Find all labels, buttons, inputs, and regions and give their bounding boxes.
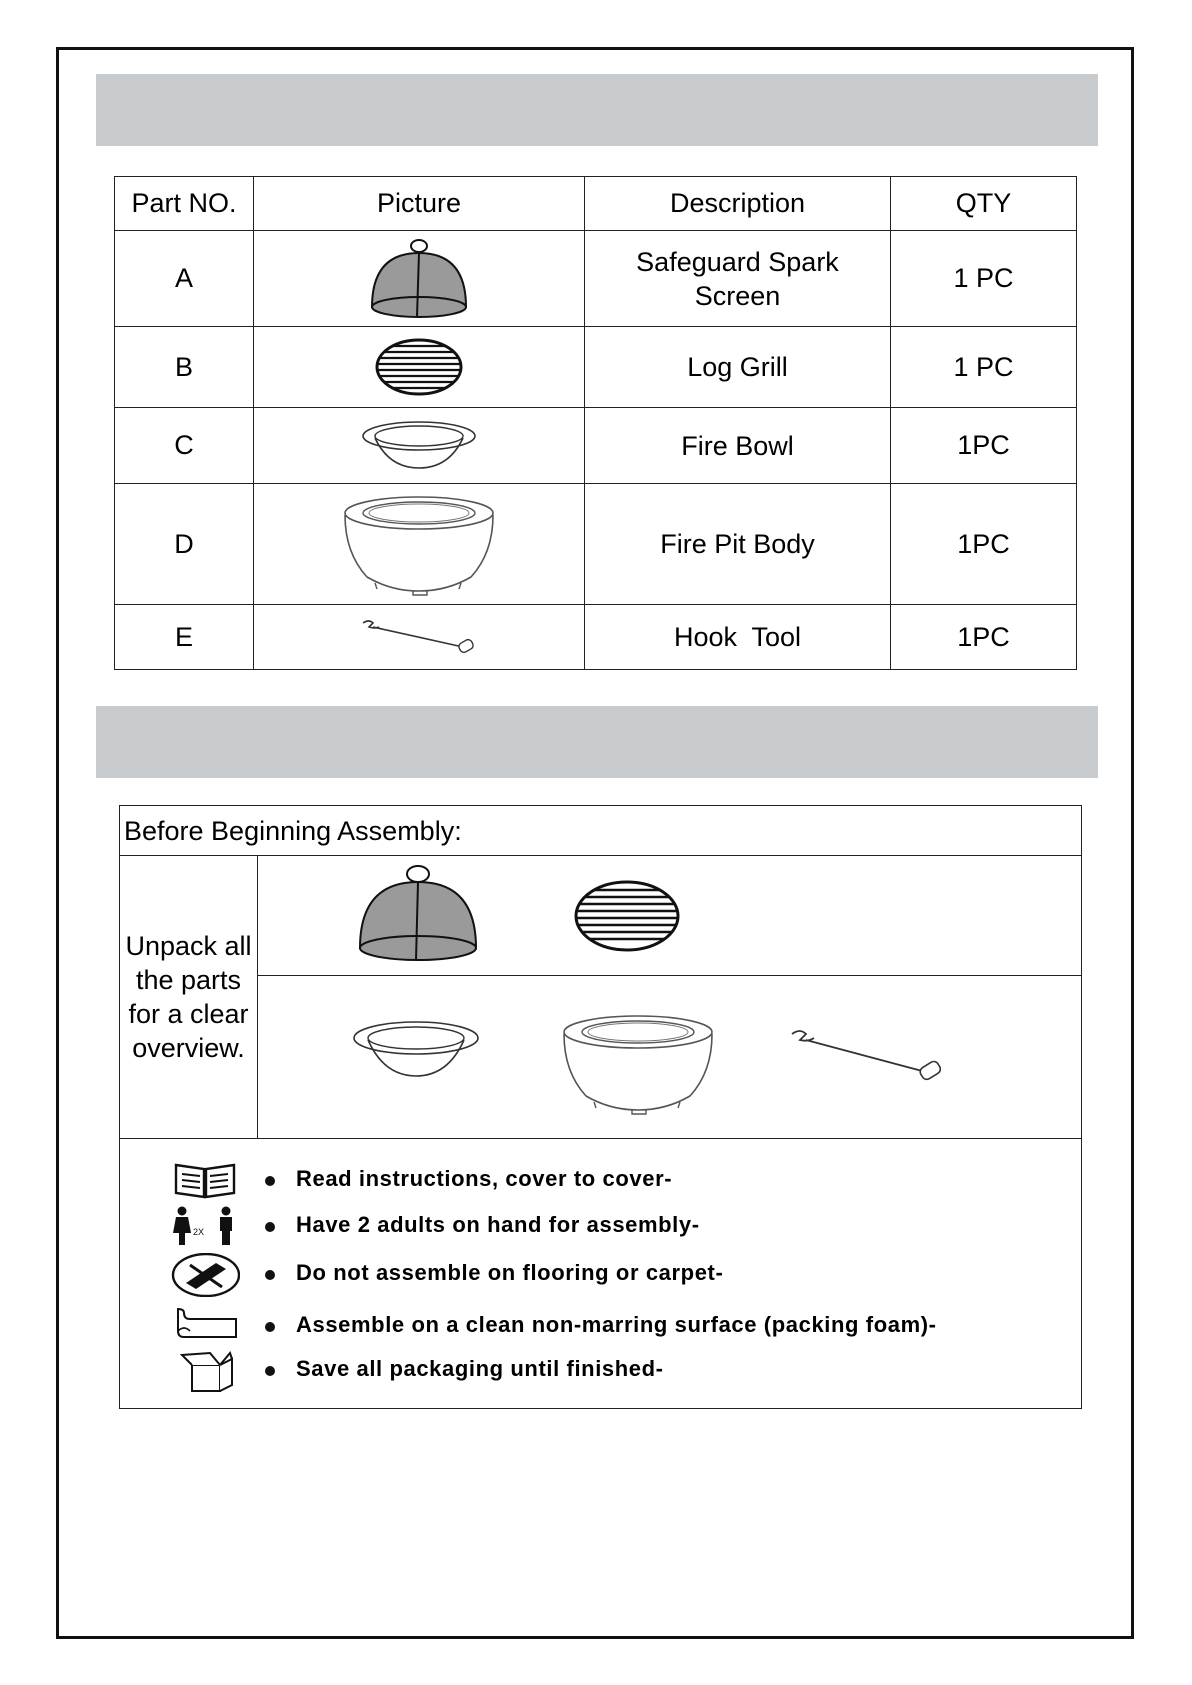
description-line: Log Grill — [687, 352, 788, 382]
part-qty: 1PC — [891, 484, 1077, 605]
table-row — [115, 605, 1077, 670]
part-qty: 1 PC — [891, 231, 1077, 327]
part-letter: D — [115, 484, 254, 605]
description-line: Fire Pit Body — [660, 529, 815, 559]
list-item — [170, 1305, 1050, 1351]
parts-overview-row-2 — [258, 976, 1081, 1139]
part-picture — [254, 231, 585, 327]
table-row — [115, 408, 1077, 484]
parts-overview-row-1 — [258, 856, 1081, 976]
table-header-row — [115, 177, 1077, 231]
instruction-text: Have 2 adults on hand for assembly- — [296, 1212, 700, 1237]
parts-list-table — [114, 176, 1077, 670]
bullet — [265, 1322, 275, 1332]
instruction-text: Save all packaging until finished- — [296, 1356, 664, 1381]
fire-bowl-icon — [359, 418, 479, 474]
spark-screen-icon — [354, 864, 482, 964]
fire-bowl-icon — [350, 1018, 482, 1082]
part-letter: C — [115, 408, 254, 484]
preparation-title: Before Beginning Assembly: — [120, 806, 1081, 856]
section-header-bar-preparation — [96, 706, 1098, 778]
part-qty: 1 PC — [891, 327, 1077, 408]
description-line: Safeguard Spark — [636, 246, 839, 277]
part-qty: 1PC — [891, 408, 1077, 484]
bullet — [265, 1270, 275, 1280]
part-picture — [254, 605, 585, 670]
description-line: Fire Bowl — [681, 430, 794, 461]
instruction-text: Assemble on a clean non-marring surface (packing foam)- — [296, 1312, 937, 1337]
packing-foam-icon — [170, 1305, 240, 1349]
part-description — [585, 408, 891, 484]
part-letter: A — [115, 231, 254, 327]
log-grill-icon — [373, 336, 465, 398]
part-description — [585, 231, 891, 327]
hook-tool-icon — [788, 1026, 948, 1090]
preparation-box — [119, 805, 1082, 1409]
description-line: Screen — [694, 280, 781, 311]
instruction-text: Do not assemble on flooring or carpet- — [296, 1260, 724, 1285]
hook-tool-icon — [359, 617, 479, 657]
part-picture — [254, 327, 585, 408]
bullet — [265, 1222, 275, 1232]
section-header-bar-parts — [96, 74, 1098, 146]
part-qty: 1PC — [891, 605, 1077, 670]
box-icon — [170, 1349, 240, 1393]
header-description: Description — [585, 177, 891, 231]
fire-pit-body-icon — [341, 491, 497, 597]
list-item — [170, 1159, 1050, 1205]
part-letter: E — [115, 605, 254, 670]
fire-pit-body-icon — [560, 1010, 716, 1116]
svg-text:2X: 2X — [193, 1227, 205, 1237]
part-description — [585, 484, 891, 605]
description-line: Hook Tool — [673, 622, 802, 652]
list-item — [170, 1205, 1050, 1251]
two-adults-icon — [170, 1205, 240, 1249]
table-row — [115, 484, 1077, 605]
header-picture: Picture — [254, 177, 585, 231]
part-letter: B — [115, 327, 254, 408]
instruction-text: Read instructions, cover to cover- — [296, 1166, 673, 1191]
part-description — [585, 327, 891, 408]
part-picture — [254, 484, 585, 605]
bullet — [265, 1366, 275, 1376]
bullet — [265, 1176, 275, 1186]
open-book-icon — [170, 1159, 240, 1203]
part-description — [585, 605, 891, 670]
no-carpet-icon — [170, 1253, 240, 1297]
list-item — [170, 1349, 1050, 1395]
spark-screen-icon — [364, 237, 474, 321]
table-row — [115, 231, 1077, 327]
header-qty: QTY — [891, 177, 1077, 231]
table-row — [115, 327, 1077, 408]
part-picture — [254, 408, 585, 484]
unpack-text: Unpack all the parts for a clear overview. — [125, 931, 252, 1063]
unpack-cell — [120, 856, 258, 1139]
log-grill-icon — [572, 878, 682, 954]
list-item — [170, 1253, 1050, 1299]
header-part-no: Part NO. — [115, 177, 254, 231]
instruction-list — [120, 1139, 1081, 1409]
